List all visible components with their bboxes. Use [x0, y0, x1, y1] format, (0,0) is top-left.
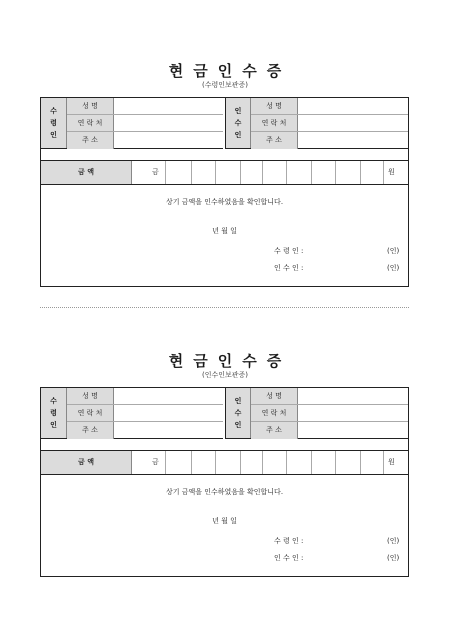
receiver-name-row [67, 388, 223, 405]
payer-address-field[interactable] [298, 132, 408, 149]
payer-name-row [251, 388, 408, 405]
amount-prefix: 금 [152, 168, 159, 176]
amount-row [41, 161, 408, 185]
field-label: 성 명 [251, 98, 298, 114]
receiver-side-label [41, 98, 67, 148]
amount-digit-cell[interactable] [360, 161, 383, 184]
receiver-address-field[interactable] [114, 422, 223, 439]
field-label: 연 락 처 [67, 115, 114, 131]
payer-contact-field[interactable] [298, 405, 408, 421]
title-char: 현 [168, 352, 184, 370]
field-label: 연 락 처 [251, 405, 298, 421]
title-char: 인 [217, 352, 233, 370]
receiver-contact-field[interactable] [114, 405, 223, 421]
payer-address-row [251, 422, 408, 439]
payer-side-label [225, 98, 251, 148]
amount-label: 금 액 [41, 161, 132, 184]
receiver-name-row [67, 98, 223, 115]
side-char: 인 [50, 421, 57, 429]
receiver-name-field[interactable] [114, 98, 223, 114]
amount-digit-cell[interactable] [335, 451, 360, 474]
field-label: 성 명 [251, 388, 298, 404]
side-char: 인 [234, 131, 242, 139]
field-label: 주 소 [251, 422, 298, 439]
amount-prefix: 금 [152, 458, 159, 466]
amount-digit-cell[interactable] [215, 161, 240, 184]
receiver-address-field[interactable] [114, 132, 223, 149]
amount-digit-cell[interactable] [191, 161, 215, 184]
side-char: 인 [234, 421, 242, 429]
title-char: 증 [266, 352, 282, 370]
payer-name-field[interactable] [298, 98, 408, 114]
amount-suffix: 원 [383, 451, 410, 474]
amount-digit-cell[interactable] [240, 161, 262, 184]
amount-suffix: 원 [383, 161, 410, 184]
amount-digit-cell[interactable] [165, 451, 191, 474]
amount-digit-cell[interactable] [286, 161, 311, 184]
spacer-row [41, 439, 408, 451]
side-char: 령 [50, 409, 57, 417]
seal-mark: (인) [387, 247, 400, 255]
title-char: 증 [266, 62, 282, 80]
amount-digit-cell[interactable] [191, 451, 215, 474]
payer-contact-row [251, 405, 408, 422]
payer-name-row [251, 98, 408, 115]
amount-digit-cell[interactable] [335, 161, 360, 184]
seal-mark: (인) [387, 264, 400, 272]
title-char: 인 [217, 62, 233, 80]
signature-label: 인 수 인 : [274, 554, 304, 562]
payer-name-field[interactable] [298, 388, 408, 404]
receipt-subtitle: (수령인보관증) [201, 81, 249, 89]
signature-label: 수 령 인 : [274, 537, 304, 545]
field-label: 주 소 [67, 132, 114, 149]
date-line: 년 월 일 [212, 517, 237, 525]
field-label: 연 락 처 [67, 405, 114, 421]
title-char: 현 [168, 62, 184, 80]
title-char: 금 [193, 352, 208, 370]
payer-address-row [251, 132, 408, 149]
receiver-address-row [67, 422, 223, 439]
field-label: 주 소 [67, 422, 114, 439]
amount-digit-cell[interactable] [286, 451, 311, 474]
receipt-title [0, 350, 450, 371]
payer-contact-field[interactable] [298, 115, 408, 131]
confirmation-statement: 상기 금액을 인수하였음을 확인합니다. [165, 198, 284, 206]
amount-digit-cell[interactable] [240, 451, 262, 474]
confirmation-statement: 상기 금액을 인수하였음을 확인합니다. [165, 488, 284, 496]
payer-side-label [225, 388, 251, 438]
side-char: 인 [234, 397, 242, 405]
amount-label: 금 액 [41, 451, 132, 474]
side-char: 인 [50, 131, 57, 139]
field-label: 주 소 [251, 132, 298, 149]
side-char: 수 [234, 119, 242, 127]
receiver-table [41, 98, 223, 149]
receipt-form [40, 387, 409, 577]
spacer-row [41, 149, 408, 161]
payer-table [225, 388, 408, 439]
seal-mark: (인) [387, 554, 400, 562]
amount-digit-cell[interactable] [360, 451, 383, 474]
amount-digit-cell[interactable] [311, 451, 335, 474]
receiver-address-row [67, 132, 223, 149]
field-label: 연 락 처 [251, 115, 298, 131]
cut-line [40, 307, 409, 308]
payer-table [225, 98, 408, 149]
receiver-table [41, 388, 223, 439]
receiver-contact-row [67, 115, 223, 132]
title-char: 금 [193, 62, 208, 80]
amount-digit-cell[interactable] [311, 161, 335, 184]
amount-digit-cell[interactable] [215, 451, 240, 474]
signature-label: 수 령 인 : [274, 247, 304, 255]
receipt-form [40, 97, 409, 287]
title-char: 수 [242, 62, 257, 80]
receiver-side-label [41, 388, 67, 438]
receipt-title [0, 60, 450, 81]
payer-address-field[interactable] [298, 422, 408, 439]
payer-contact-row [251, 115, 408, 132]
receipt-subtitle: (인수인보관증) [201, 371, 249, 379]
amount-digit-cell[interactable] [262, 451, 286, 474]
side-char: 수 [50, 397, 57, 405]
title-char: 수 [242, 352, 257, 370]
date-line: 년 월 일 [212, 227, 237, 235]
seal-mark: (인) [387, 537, 400, 545]
receiver-name-field[interactable] [114, 388, 223, 404]
field-label: 성 명 [67, 98, 114, 114]
side-char: 령 [50, 119, 57, 127]
side-char: 수 [50, 107, 57, 115]
receiver-contact-field[interactable] [114, 115, 223, 131]
side-char: 인 [234, 107, 242, 115]
amount-digit-cell[interactable] [165, 161, 191, 184]
amount-row [41, 451, 408, 475]
signature-label: 인 수 인 : [274, 264, 304, 272]
receiver-contact-row [67, 405, 223, 422]
field-label: 성 명 [67, 388, 114, 404]
amount-digit-cell[interactable] [262, 161, 286, 184]
side-char: 수 [234, 409, 242, 417]
